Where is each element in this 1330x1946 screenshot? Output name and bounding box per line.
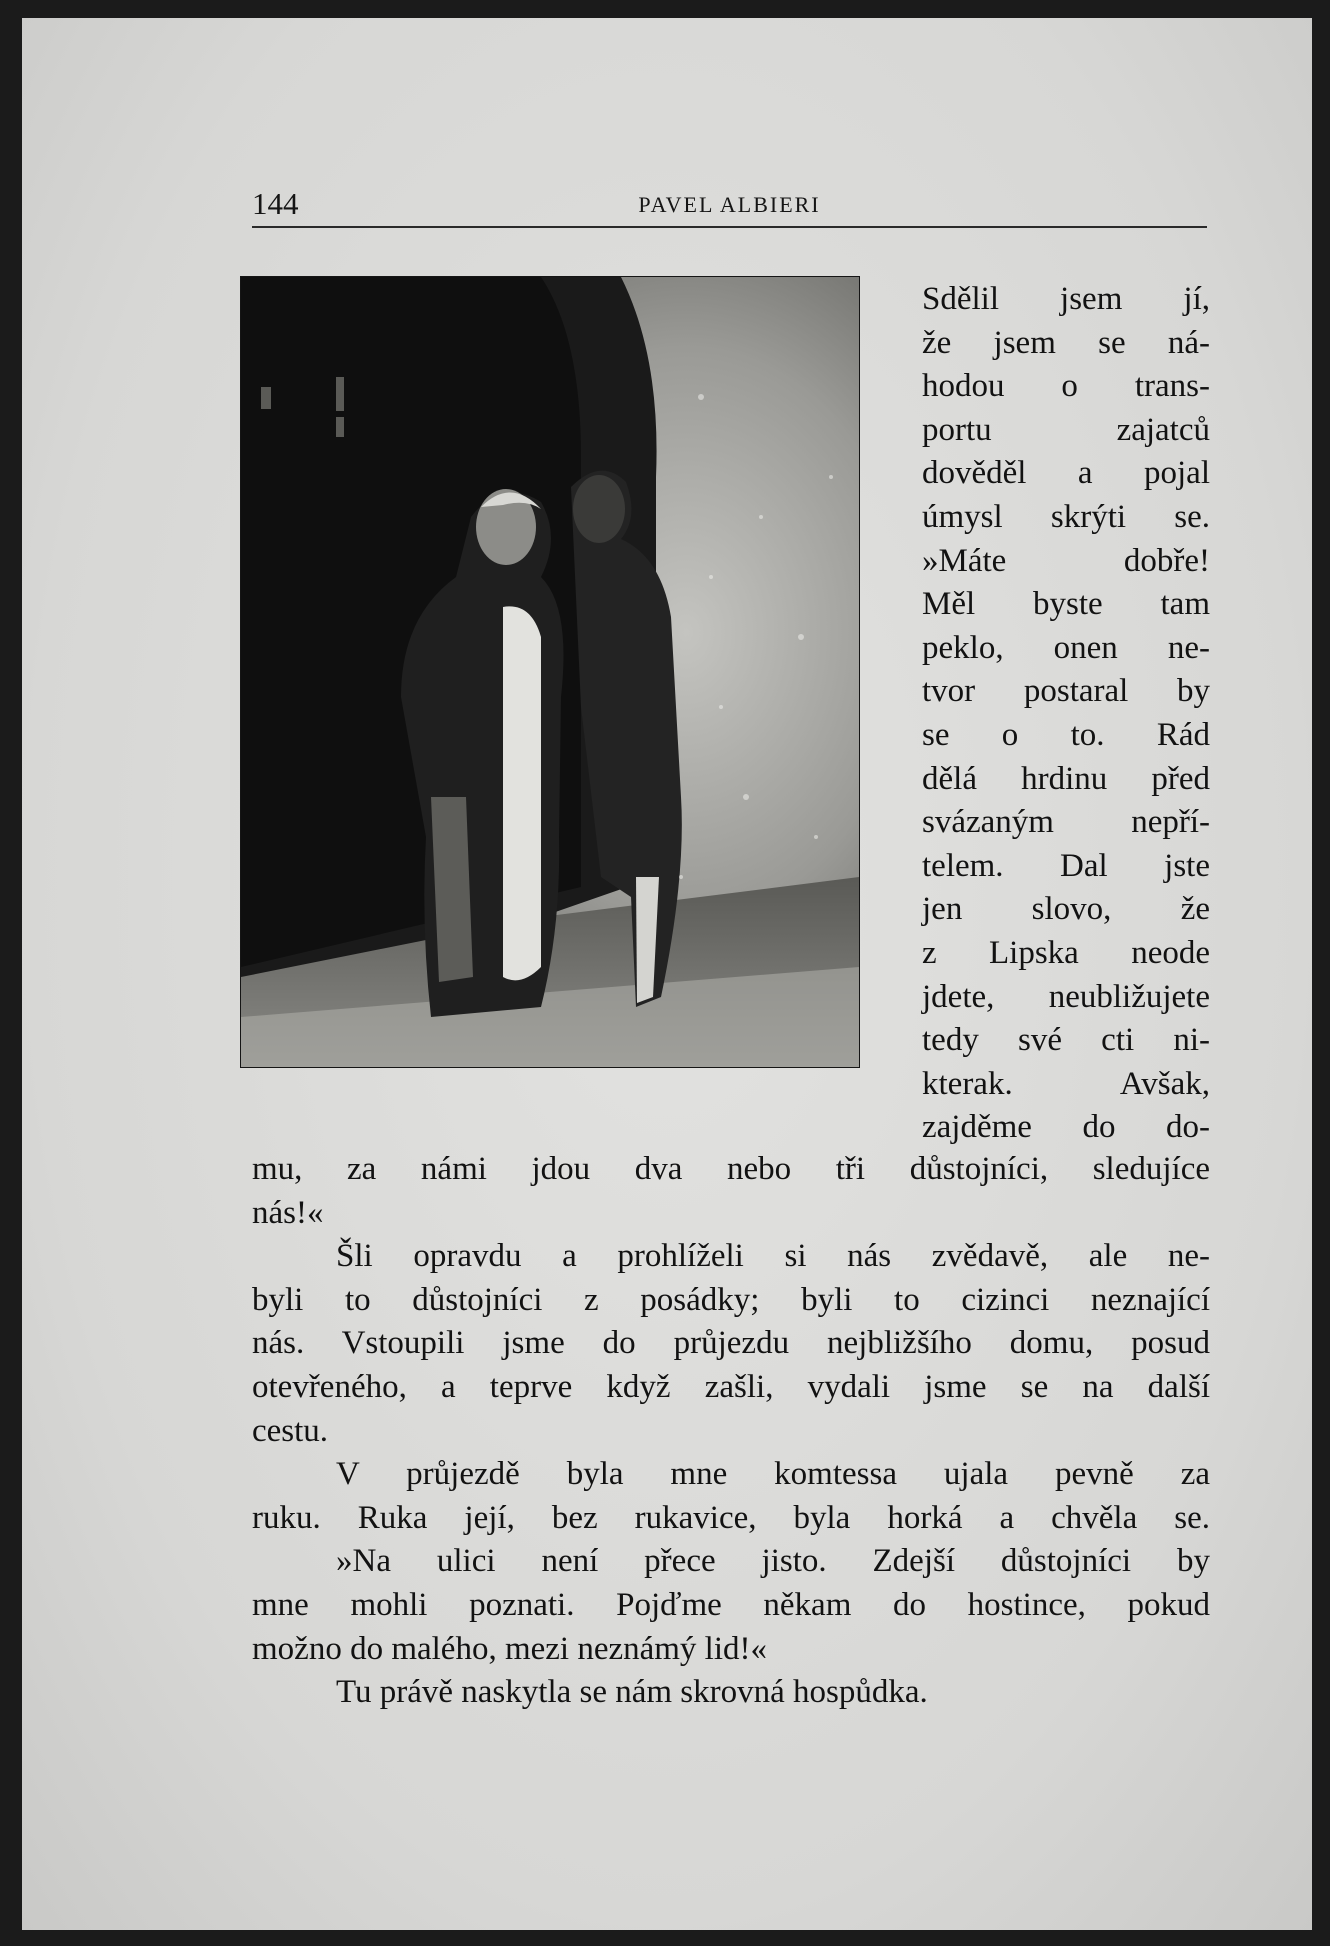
- text-line: ruku. Ruka její, bez rukavice, byla horká a chvěla se.: [252, 1499, 1210, 1536]
- text-line: telem. Dal jste: [922, 847, 1210, 884]
- text-line: jen slovo, že: [922, 891, 1210, 928]
- text-line: mne mohli poznati. Pojďme někam do hostince, pokud: [252, 1586, 1210, 1623]
- book-page: [22, 18, 1312, 1930]
- text-line: cestu.: [252, 1412, 329, 1449]
- text-line: »Máte dobře!: [922, 542, 1210, 579]
- text-line: mu, za námi jdou dva nebo tři důstojníci, sledujíce: [252, 1151, 1210, 1187]
- side-column-text: [922, 278, 1210, 1150]
- text-line: zajděme do do-: [922, 1109, 1210, 1146]
- text-line: že jsem se ná-: [922, 324, 1210, 361]
- page-number: 144: [252, 186, 299, 221]
- text-line: portu zajatců: [922, 411, 1210, 448]
- text-line: dělá hrdinu před: [922, 760, 1210, 797]
- text-line: V průjezdě byla mne komtessa ujala pevně za: [336, 1456, 1210, 1493]
- running-head: PAVEL ALBIERI: [638, 192, 821, 217]
- text-line: nás!«: [252, 1194, 324, 1231]
- text-line: peklo, onen ne-: [922, 629, 1210, 666]
- text-line: nás. Vstoupili jsme do průjezdu nejbližšího domu, posud: [252, 1325, 1210, 1362]
- text-line: se o to. Rád: [922, 716, 1210, 753]
- text-line: kterak. Avšak,: [922, 1065, 1210, 1102]
- text-line: tvor postaral by: [922, 673, 1210, 710]
- photo-couple-in-archway-icon: [241, 277, 859, 1067]
- body-text: [252, 1148, 1210, 1715]
- text-line: jdete, neubližujete: [922, 978, 1210, 1015]
- text-line: z Lipska neode: [922, 934, 1210, 971]
- text-line: byli to důstojníci z posádky; byli to cizinci neznající: [252, 1281, 1210, 1318]
- text-line: hodou o trans-: [922, 368, 1210, 405]
- text-line: Měl byste tam: [922, 586, 1210, 623]
- text-line: možno do malého, mezi neznámý lid!«: [252, 1630, 768, 1667]
- text-line: Šli opravdu a prohlíželi si nás zvědavě, ale ne-: [336, 1238, 1210, 1275]
- page-header: [252, 180, 1207, 228]
- text-line: »Na ulici není přece jisto. Zdejší důstojníci by: [336, 1543, 1210, 1580]
- text-line: tedy své cti ni-: [922, 1022, 1210, 1059]
- text-line: Tu právě naskytla se nám skrovná hospůdka.: [336, 1674, 928, 1711]
- text-line: otevřeného, a teprve když zašli, vydali jsme se na další: [252, 1368, 1210, 1405]
- text-line: úmysl skrýti se.: [922, 498, 1210, 535]
- photo-illustration: [240, 276, 860, 1068]
- text-line: Sdělil jsem jí,: [922, 281, 1210, 317]
- text-line: svázaným nepří-: [922, 804, 1210, 841]
- text-line: dověděl a pojal: [922, 455, 1210, 492]
